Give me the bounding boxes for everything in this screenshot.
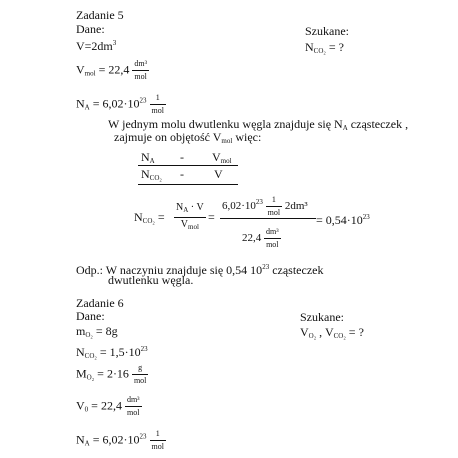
task5-volume: $V=2dm^3$ bbox=[76, 39, 117, 53]
task5-answer-line2: dwutlenku węgla. bbox=[108, 273, 194, 287]
task6-title: Zadanie 6 bbox=[76, 296, 124, 310]
task5-prop-rule-bottom bbox=[138, 184, 238, 185]
task6-given-label: Dane: bbox=[76, 309, 105, 323]
task6-mo2: $M_{O_2} = 2\cdot 16$ $\frac{g}{\text{mol}}$ bbox=[76, 363, 147, 385]
task5-prop-row1-a: $N_A$ bbox=[141, 150, 155, 165]
task5-sought-expr: $N_{CO_2}$ = ? bbox=[305, 40, 344, 55]
task5-calc-big-den: 22,4 $\frac{\text{dm³}}{\text{mol}}$ bbox=[242, 227, 279, 249]
task5-prop-row1-b: $V_{mol}$ bbox=[212, 150, 232, 165]
task5-sought-label: Szukane: bbox=[305, 24, 349, 38]
task6-nco2: $N_{CO_2} = 1,5\cdot 10^{23}$ bbox=[76, 345, 148, 360]
task5-na: $N_A = 6,02\cdot 10^{23}$ $\frac{1}{\text{mol}}$ bbox=[76, 93, 164, 115]
task6-v0: $V_0 = 22,4$ $\frac{\text{dm³}}{\text{mol}}$ bbox=[76, 395, 140, 417]
task5-reasoning-line1: W jednym molu dwutlenku węgla znajduje się $N_A$ cząsteczek , bbox=[108, 117, 409, 132]
task6-sought-label: Szukane: bbox=[300, 310, 344, 324]
task5-prop-row1-dash: - bbox=[180, 150, 184, 164]
task5-answer-line1: Odp.: W naczyniu znajduje się 0,54 $10^{23}$ cząsteczek bbox=[76, 263, 324, 277]
task5-reasoning-line2: zajmuje on objętość $V_{mol}$ więc: bbox=[114, 130, 262, 145]
task5-vmol: $V_{mol} = 22,4$ $\frac{\text{dm³}}{\text{mol}}$ bbox=[76, 59, 147, 81]
task5-prop-rule-top bbox=[138, 165, 238, 166]
task5-calc-big-num: $6,02\cdot 10^{23}$ $\frac{1}{\text{mol}}$ 2dm³ bbox=[222, 195, 308, 217]
task6-mass: $m_{O_2} = 8g$ bbox=[76, 324, 118, 339]
task5-calc-eq2: = bbox=[208, 210, 215, 224]
task5-calc-main-rule bbox=[220, 218, 316, 219]
task5-calc-lhs: $N_{CO_2}$ = bbox=[134, 210, 165, 225]
task5-calc-frac1: $\frac{N_A \cdot V}{V_{mol}}$ bbox=[176, 202, 204, 231]
task5-calc-result: = $0,54\cdot 10^{23}$ bbox=[316, 213, 370, 227]
task5-given-label: Dane: bbox=[76, 22, 105, 36]
task5-title: Zadanie 5 bbox=[76, 8, 124, 22]
task6-sought-expr: $V_{O_2}$ , $V_{CO_2}$ = ? bbox=[300, 325, 364, 340]
task5-prop-row2-b: V bbox=[214, 167, 223, 181]
task5-prop-row2-a: $N_{CO_2}$ bbox=[141, 167, 162, 182]
task6-na: $N_A = 6,02\cdot 10^{23}$ $\frac{1}{\text{mol}}$ bbox=[76, 429, 164, 451]
task5-prop-row2-dash: - bbox=[180, 167, 184, 181]
